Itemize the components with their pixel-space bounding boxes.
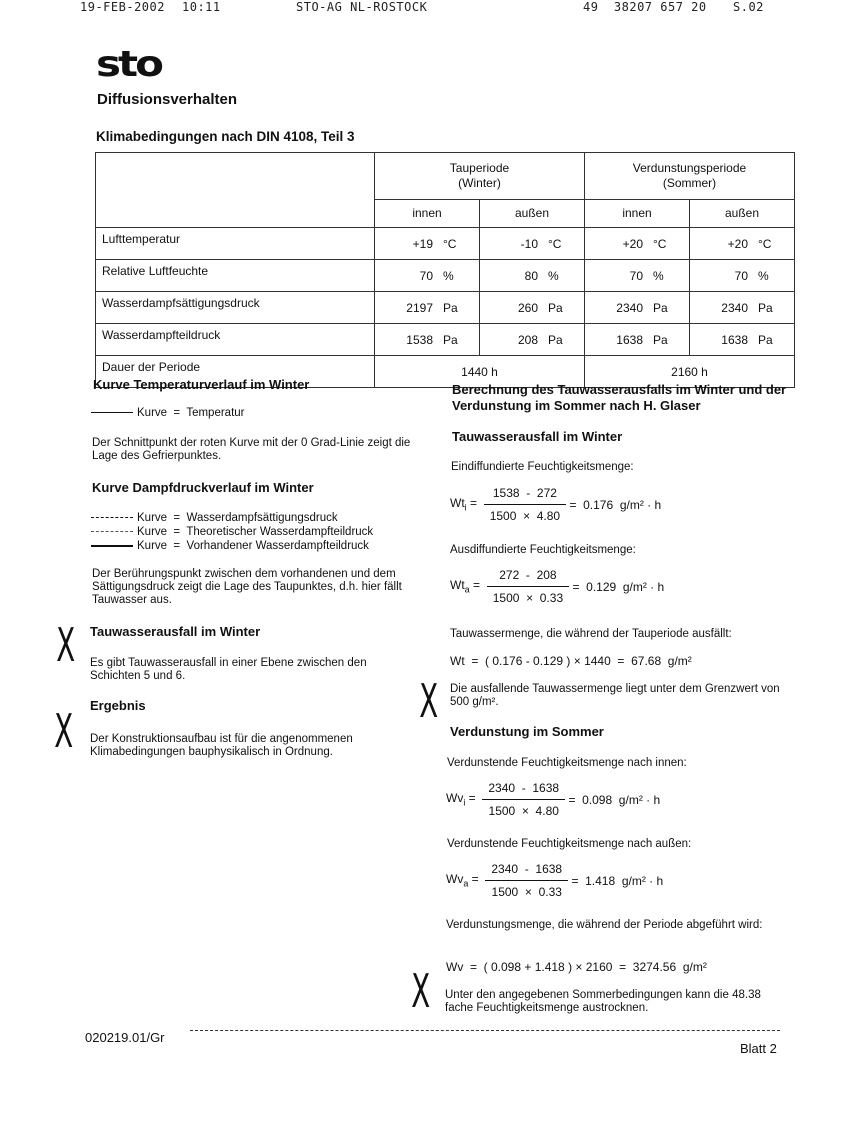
evap-total: Wv = ( 0.098 + 1.418 ) × 2160 = 3274.56 g/m² bbox=[446, 960, 707, 974]
sheet-number: Blatt 2 bbox=[740, 1041, 777, 1056]
handwritten-x-mark: X bbox=[56, 618, 76, 672]
footer-divider bbox=[190, 1030, 780, 1031]
condensation-heading: Tauwasserausfall im Winter bbox=[90, 624, 261, 639]
condensate-total: Wt = ( 0.176 - 0.129 ) × 1440 = 67.68 g/m² bbox=[450, 654, 692, 668]
period-summer-header: Verdunstungsperiode (Sommer) bbox=[585, 153, 795, 200]
page-title: Diffusionsverhalten bbox=[97, 91, 238, 108]
formula-wva: $Wv_a$ = $\frac{2340 - 1638}{1500 \times 0.33}$ = 1.418 g/m² · h bbox=[446, 862, 664, 899]
result-heading: Ergebnis bbox=[90, 698, 146, 713]
fax-phone: 49 38207 657 20 bbox=[583, 0, 707, 14]
fax-date: 19-FEB-2002 bbox=[80, 0, 165, 14]
table-row: Dauer der Periode 1440 h 2160 h bbox=[96, 356, 795, 388]
temp-curve-text: Der Schnittpunkt der roten Kurve mit der 0 Grad-Linie zeigt die Lage des Gefrierpunktes. bbox=[92, 437, 411, 462]
fax-page: S.02 bbox=[733, 0, 764, 14]
legend-actual: Kurve = Vorhandener Wasserdampfteildruck bbox=[91, 540, 369, 553]
handwritten-x-mark: X bbox=[411, 964, 431, 1018]
fax-time: 10:11 bbox=[182, 0, 221, 14]
in-diffused-label: Eindiffundierte Feuchtigkeitsmenge: bbox=[451, 461, 634, 473]
condensation-text: Es gibt Tauwasserausfall in einer Ebene zwischen den Schichten 5 und 6. bbox=[90, 657, 367, 682]
formula-wti: $Wt_i$ = $\frac{1538 - 272}{1500 \times 4.80}$ = 0.176 g/m² · h bbox=[450, 486, 662, 523]
legend-temperature: Kurve = Temperatur bbox=[91, 407, 245, 420]
table-row: Wasserdampfteildruck 1538 Pa 208 Pa 1638 Pa 1638 Pa bbox=[96, 324, 795, 356]
evap-total-label: Verdunstungsmenge, die während der Periode abgeführt wird: bbox=[446, 919, 763, 931]
summer-heading: Verdunstung im Sommer bbox=[450, 724, 604, 739]
dashed-line-icon bbox=[91, 531, 133, 532]
evap-in-label: Verdunstende Feuchtigkeitsmenge nach innen: bbox=[447, 757, 687, 769]
condensate-total-label: Tauwassermenge, die während der Tauperiode ausfällt: bbox=[450, 628, 732, 640]
fax-sender: STO-AG NL-ROSTOCK bbox=[296, 0, 428, 14]
legend-theoretical: Kurve = Theoretischer Wasserdampfteildruck bbox=[91, 526, 373, 539]
table-corner bbox=[96, 153, 375, 228]
sto-logo: sto bbox=[96, 42, 161, 85]
formula-wvi: $Wv_i$ = $\frac{2340 - 1638}{1500 \times 4.80}$ = 0.098 g/m² · h bbox=[446, 781, 661, 818]
winter-heading: Tauwasserausfall im Winter bbox=[452, 429, 623, 444]
document-id: 020219.01/Gr bbox=[85, 1030, 165, 1045]
evap-out-label: Verdunstende Feuchtigkeitsmenge nach außen: bbox=[447, 838, 692, 850]
out-diffused-label: Ausdiffundierte Feuchtigkeitsmenge: bbox=[450, 544, 636, 556]
table-row: Wasserdampfsättigungsdruck 2197 Pa 260 Pa 2340 Pa 2340 Pa bbox=[96, 292, 795, 324]
handwritten-x-mark: X bbox=[419, 674, 439, 728]
temp-curve-heading: Kurve Temperaturverlauf im Winter bbox=[93, 377, 310, 392]
table-row: Lufttemperatur +19 °C -10 °C +20 °C +20 °C bbox=[96, 228, 795, 260]
sub-header: außen bbox=[690, 199, 795, 227]
thick-line-icon bbox=[91, 545, 133, 547]
dashdot-line-icon bbox=[91, 517, 133, 518]
solid-line-icon bbox=[91, 412, 133, 413]
evap-note: Unter den angegebenen Sommerbedingungen kann die 48.38 fache Feuchtigkeitsmenge austrocknen. bbox=[445, 989, 761, 1014]
formula-wta: $Wt_a$ = $\frac{272 - 208}{1500 \times 0.33}$ = 0.129 g/m² · h bbox=[450, 568, 665, 605]
handwritten-x-mark: X bbox=[54, 704, 74, 758]
pressure-curve-text: Der Berührungspunkt zwischen dem vorhandenen und dem Sättigungsdruck zeigt die Lage des Taupunktes, d.h. hier fällt Tauwasser aus. bbox=[92, 568, 402, 606]
period-winter-header: Tauperiode (Winter) bbox=[375, 153, 585, 200]
sub-header: außen bbox=[480, 199, 585, 227]
climate-heading: Klimabedingungen nach DIN 4108, Teil 3 bbox=[96, 129, 355, 144]
sub-header: innen bbox=[585, 199, 690, 227]
climate-table bbox=[95, 152, 795, 388]
calculation-heading: Berechnung des Tauwasserausfalls im Winter und der Verdunstung im Sommer nach H. Glaser bbox=[452, 382, 787, 413]
pressure-curve-heading: Kurve Dampfdruckverlauf im Winter bbox=[92, 480, 314, 495]
table-row: Relative Luftfeuchte 70 % 80 % 70 % 70 % bbox=[96, 260, 795, 292]
sub-header: innen bbox=[375, 199, 480, 227]
result-text: Der Konstruktionsaufbau ist für die angenommenen Klimabedingungen bauphysikalisch in Ordnung. bbox=[90, 733, 353, 758]
condensate-note: Die ausfallende Tauwassermenge liegt unter dem Grenzwert von 500 g/m². bbox=[450, 683, 780, 708]
legend-saturation: Kurve = Wasserdampfsättigungsdruck bbox=[91, 512, 338, 525]
